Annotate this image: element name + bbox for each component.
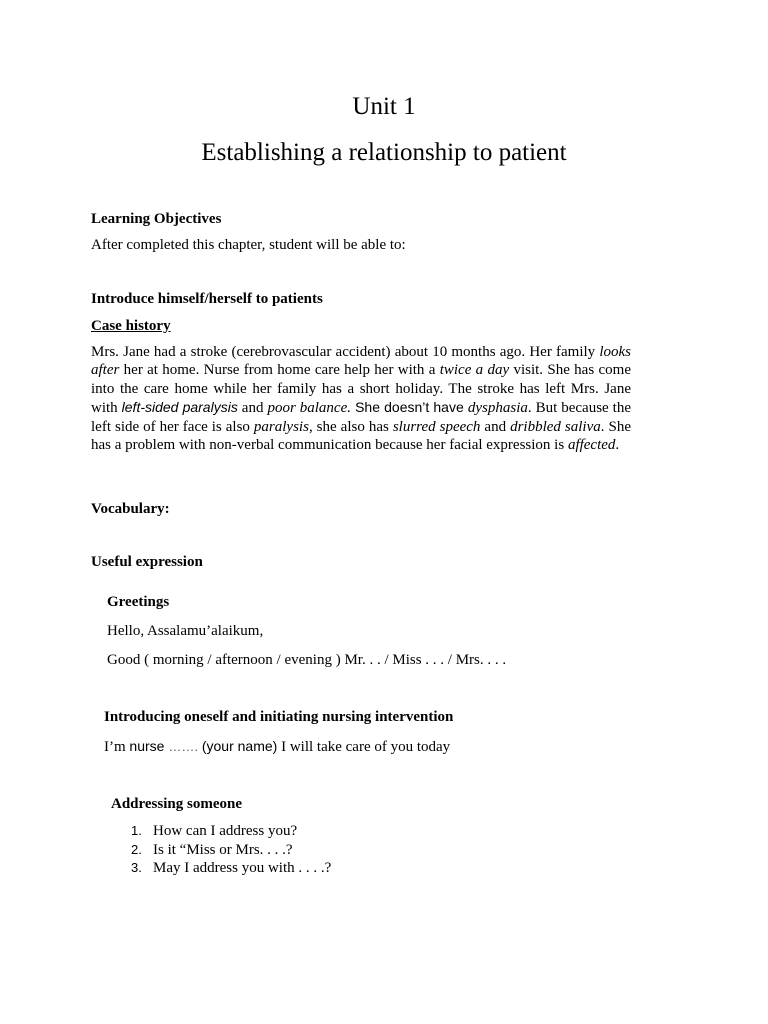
list-item: 3. May I address you with . . . .? (131, 860, 332, 876)
greetings-line-1: Hello, Assalamu’alaikum, (107, 623, 264, 639)
vocabulary-heading: Vocabulary: (91, 501, 170, 517)
introducing-heading: Introducing oneself and initiating nursing intervention (104, 709, 454, 725)
greetings-line-2: Good ( morning / afternoon / evening ) Mr. . . / Miss . . . / Mrs. . . . (107, 652, 507, 668)
greetings-heading: Greetings (107, 594, 170, 610)
learning-objectives-heading: Learning Objectives (91, 211, 222, 227)
list-item: 1. How can I address you? (131, 823, 298, 839)
section-heading: Introduce himself/herself to patients (91, 291, 323, 307)
list-item: 2. Is it “Miss or Mrs. . . .? (131, 841, 293, 858)
introducing-line: I’m nurse ……. (your name) I will take care of you today (104, 738, 451, 755)
learning-objectives-intro: After completed this chapter, student will be able to: (91, 237, 406, 253)
unit-number: Unit 1 (352, 93, 416, 120)
useful-expression-heading: Useful expression (91, 554, 203, 570)
case-history-label: Case history (91, 318, 171, 334)
addressing-heading: Addressing someone (111, 796, 242, 812)
addressing-list (131, 822, 331, 878)
case-history-paragraph: Mrs. Jane had a stroke (cerebrovascular accident) about 10 months ago. Her family looks after her at home. Nurse from home care help her with a twice a day visit. She has come into the care home while her family has a short holiday. The stroke has left Mrs. Jane with left-sided paralysis and poor balance. She doesn’t have dysphasia. But because the left side of her face is also paralysis, she also has slurred speech and dribbled saliva. She has a problem with non-verbal communication because her facial expression is affected. (91, 344, 632, 454)
page-title: Establishing a relationship to patient (201, 139, 567, 166)
